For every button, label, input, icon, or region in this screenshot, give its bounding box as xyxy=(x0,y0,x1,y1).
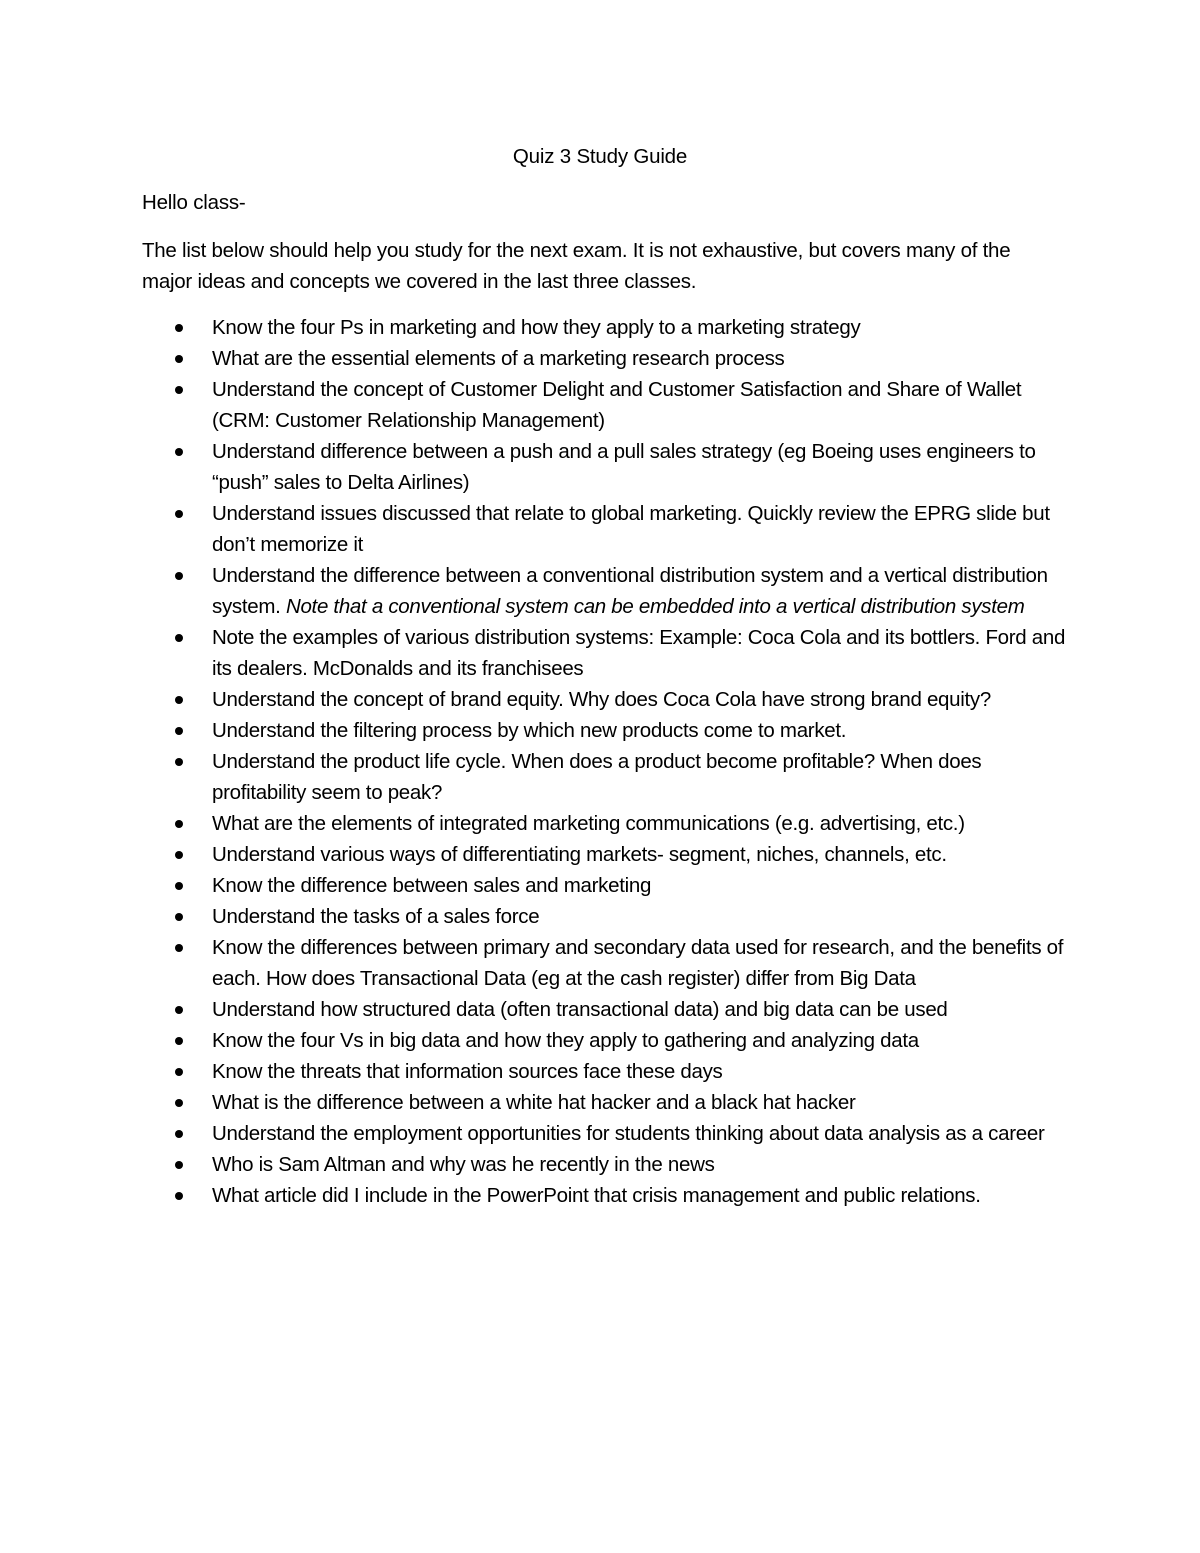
list-item xyxy=(142,312,1072,343)
list-item-text xyxy=(212,622,1072,684)
list-item-text xyxy=(212,901,1072,932)
study-topics-list xyxy=(142,312,1072,1211)
list-item-text xyxy=(212,870,1072,901)
list-item xyxy=(142,932,1072,994)
list-item xyxy=(142,808,1072,839)
list-item-main-text: Know the differences between primary and secondary data used for research, and the benefits of each. How does Transactional Data (eg at the cash register) differ from Big Data xyxy=(212,936,1064,990)
bullet-icon xyxy=(175,944,183,952)
list-item-main-text: Understand the employment opportunities for students thinking about data analysis as a career xyxy=(212,1122,1045,1145)
list-item-main-text: Understand the product life cycle. When does a product become profitable? When does profitability seem to peak? xyxy=(212,750,982,804)
list-item-text xyxy=(212,1025,1072,1056)
list-item-main-text: Know the four Vs in big data and how they apply to gathering and analyzing data xyxy=(212,1029,919,1052)
list-item-main-text: Understand the tasks of a sales force xyxy=(212,905,540,928)
greeting-text: Hello class- xyxy=(142,191,246,214)
bullet-icon xyxy=(175,510,183,518)
bullet-icon xyxy=(175,820,183,828)
bullet-icon xyxy=(175,1037,183,1045)
list-item-main-text: What is the difference between a white hat hacker and a black hat hacker xyxy=(212,1091,856,1114)
list-item xyxy=(142,622,1072,684)
bullet-icon xyxy=(175,1130,183,1138)
list-item-text xyxy=(212,1118,1072,1149)
bullet-icon xyxy=(175,324,183,332)
list-item-text xyxy=(212,374,1072,436)
list-item xyxy=(142,746,1072,808)
bullet-icon xyxy=(175,448,183,456)
list-item xyxy=(142,498,1072,560)
list-item-text xyxy=(212,746,1072,808)
list-item xyxy=(142,436,1072,498)
bullet-icon xyxy=(175,758,183,766)
list-item-main-text: Understand the difference between a conventional distribution system and a vertical distribution system. xyxy=(212,564,1048,618)
list-item xyxy=(142,684,1072,715)
list-item-italic-note: Note that a conventional system can be embedded into a vertical distribution system xyxy=(285,595,1025,618)
intro-paragraph: The list below should help you study for the next exam. It is not exhaustive, but covers many of the major ideas and concepts we covered in the last three classes. xyxy=(142,239,1011,293)
list-item xyxy=(142,560,1072,622)
list-item xyxy=(142,1149,1072,1180)
bullet-icon xyxy=(175,851,183,859)
list-item-main-text: Understand how structured data (often transactional data) and big data can be used xyxy=(212,998,948,1021)
bullet-icon xyxy=(175,572,183,580)
list-item-text xyxy=(212,343,1072,374)
bullet-icon xyxy=(175,696,183,704)
bullet-icon xyxy=(175,1099,183,1107)
list-item xyxy=(142,901,1072,932)
list-item xyxy=(142,994,1072,1025)
bullet-icon xyxy=(175,386,183,394)
list-item-text xyxy=(212,715,1072,746)
list-item-text xyxy=(212,932,1072,994)
list-item xyxy=(142,1025,1072,1056)
list-item-text xyxy=(212,1087,1072,1118)
list-item-main-text: What are the essential elements of a marketing research process xyxy=(212,347,785,370)
bullet-icon xyxy=(175,882,183,890)
document-title: Quiz 3 Study Guide xyxy=(512,145,688,168)
list-item-main-text: Understand issues discussed that relate to global marketing. Quickly review the EPRG slide but don’t memorize it xyxy=(212,502,1050,556)
list-item-main-text: Understand difference between a push and a pull sales strategy (eg Boeing uses engineers to “push” sales to Delta Airlines) xyxy=(212,440,1036,494)
list-item-main-text: Note the examples of various distribution systems: Example: Coca Cola and its bottlers. Ford and its dealers. McDonalds and its franchisees xyxy=(212,626,1066,680)
list-item xyxy=(142,1056,1072,1087)
list-item xyxy=(142,1087,1072,1118)
list-item-text xyxy=(212,1056,1072,1087)
list-item-text xyxy=(212,994,1072,1025)
list-item-main-text: Who is Sam Altman and why was he recently in the news xyxy=(212,1153,715,1176)
list-item xyxy=(142,374,1072,436)
bullet-icon xyxy=(175,1192,183,1200)
list-item-main-text: Know the difference between sales and marketing xyxy=(212,874,652,897)
list-item-text xyxy=(212,436,1072,498)
list-item-text xyxy=(212,1149,1072,1180)
list-item xyxy=(142,839,1072,870)
bullet-icon xyxy=(175,1006,183,1014)
list-item-text xyxy=(212,498,1072,560)
list-item-text xyxy=(212,1180,1072,1211)
list-item xyxy=(142,870,1072,901)
list-item xyxy=(142,343,1072,374)
list-item-main-text: What article did I include in the PowerPoint that crisis management and public relations. xyxy=(212,1184,981,1207)
bullet-icon xyxy=(175,1068,183,1076)
list-item-main-text: Know the four Ps in marketing and how they apply to a marketing strategy xyxy=(212,316,861,339)
list-item-text xyxy=(212,560,1072,622)
list-item-main-text: Understand the concept of brand equity. Why does Coca Cola have strong brand equity? xyxy=(212,688,991,711)
bullet-icon xyxy=(175,727,183,735)
list-item-main-text: Understand the filtering process by which new products come to market. xyxy=(212,719,847,742)
bullet-icon xyxy=(175,913,183,921)
list-item-main-text: What are the elements of integrated marketing communications (e.g. advertising, etc.) xyxy=(212,812,965,835)
list-item-text xyxy=(212,839,1072,870)
list-item xyxy=(142,715,1072,746)
list-item xyxy=(142,1118,1072,1149)
list-item-main-text: Understand the concept of Customer Delight and Customer Satisfaction and Share of Wallet (CRM: Customer Relationship Management) xyxy=(212,378,1022,432)
list-item xyxy=(142,1180,1072,1211)
bullet-icon xyxy=(175,355,183,363)
list-item-text xyxy=(212,312,1072,343)
list-item-main-text: Understand various ways of differentiating markets- segment, niches, channels, etc. xyxy=(212,843,947,866)
list-item-text xyxy=(212,684,1072,715)
list-item-main-text: Know the threats that information sources face these days xyxy=(212,1060,723,1083)
bullet-icon xyxy=(175,634,183,642)
list-item-text xyxy=(212,808,1072,839)
bullet-icon xyxy=(175,1161,183,1169)
